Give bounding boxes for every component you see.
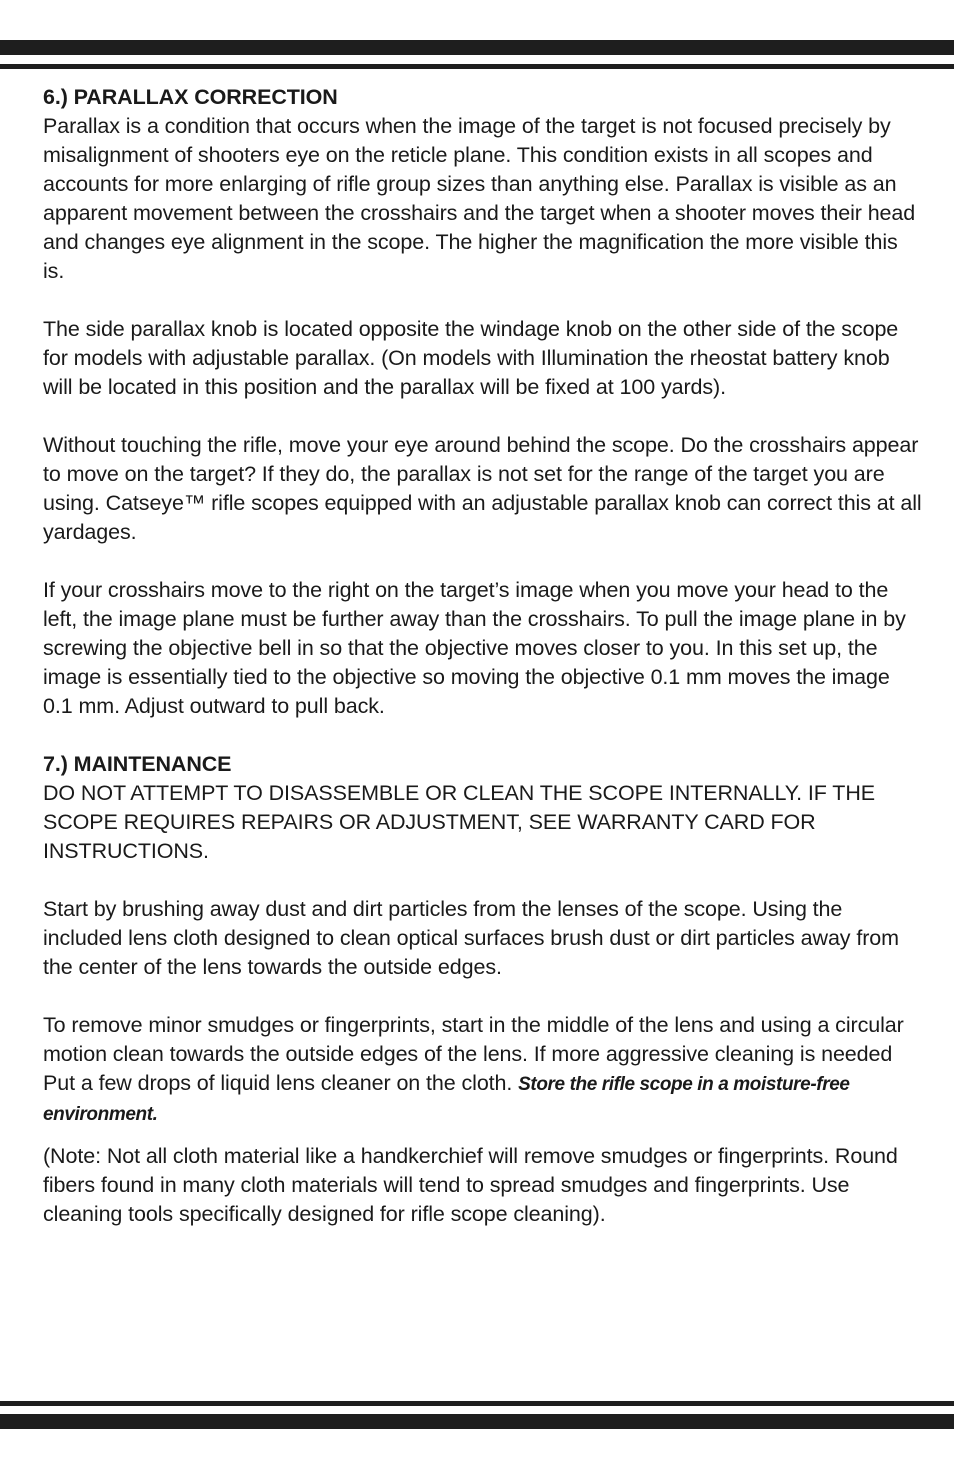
bottom-border-thin: [0, 1401, 954, 1406]
top-border-thick: [0, 40, 954, 55]
page-content: [43, 83, 923, 1258]
maintenance-note: (Note: Not all cloth material like a handkerchief will remove smudges or fingerprints. Round fibers found in many cloth materials will tend to spread smudges and fingerprints. Use cleaning tools specifically designed for rifle scope cleaning).: [43, 1144, 898, 1226]
maintenance-section-intro: [43, 750, 923, 866]
parallax-paragraph-3: Without touching the rifle, move your eye around behind the scope. Do the crosshairs appear to move on the target? If they do, the parallax is not set for the range of the target you are using. Catseye™ rifle scopes equipped with an adjustable parallax knob can correct this at all yardages.: [43, 433, 922, 544]
parallax-paragraph-4: If your crosshairs move to the right on the target’s image when you move your head to the left, the image plane must be further away than the crosshairs. To pull the image plane in by screwing the objective bell in so that the objective moves closer to you. In this set up, the image is essentially tied to the objective so moving the objective 0.1 mm moves the image 0.1 mm. Adjust outward to pull back.: [43, 578, 906, 718]
parallax-heading: 6.) PARALLAX CORRECTION: [43, 85, 338, 109]
parallax-paragraph-2: The side parallax knob is located opposite the windage knob on the other side of the scope for models with adjustable parallax. (On models with Illumination the rheostat battery knob will be located in this position and the parallax will be fixed at 100 yards).: [43, 317, 899, 399]
bottom-border-thick: [0, 1414, 954, 1429]
parallax-paragraph-1: Parallax is a condition that occurs when the image of the target is not focused precisely by misalignment of shooters eye on the reticle plane. This condition exists in all scopes and accounts for more enlarging of rifle group sizes than anything else. Parallax is visible as an apparent movement between the crosshairs and the target when a shooter moves their head and changes eye alignment in the scope. The higher the magnification the more visible this is.: [43, 114, 916, 283]
parallax-section-intro: [43, 83, 923, 286]
top-border-thin: [0, 64, 954, 69]
storage-note: Store the rifle scope in a moisture-free environment.: [43, 1074, 850, 1125]
maintenance-paragraph-dust: Start by brushing away dust and dirt particles from the lenses of the scope. Using the included lens cloth designed to clean optical surfaces brush dust or dirt particles away from the center of the lens towards the outside edges.: [43, 897, 899, 979]
maintenance-heading: 7.) MAINTENANCE: [43, 752, 232, 776]
smudge-text: To remove minor smudges or fingerprints, start in the middle of the lens and using a circular motion clean towards the outside edges of the lens. If more aggressive cleaning is needed Put a few drops of liquid lens cleaner on the cloth.: [43, 1013, 904, 1095]
maintenance-paragraph-smudges: [43, 1011, 923, 1129]
maintenance-warning: DO NOT ATTEMPT TO DISASSEMBLE OR CLEAN THE SCOPE INTERNALLY. IF THE SCOPE REQUIRES REPAIRS OR ADJUSTMENT, SEE WARRANTY CARD FOR INSTRUCTIONS.: [43, 781, 876, 863]
